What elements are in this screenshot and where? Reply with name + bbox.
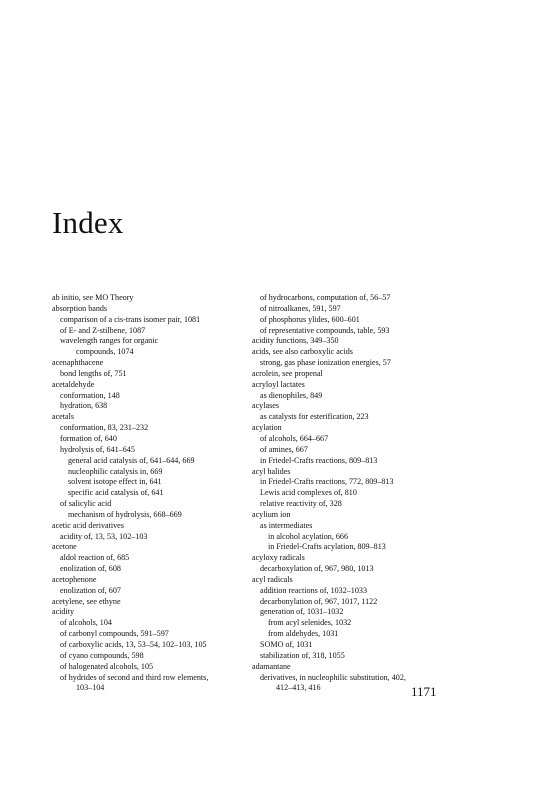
index-entry: of alcohols, 104: [60, 618, 112, 628]
index-entry: acyl radicals: [252, 574, 293, 584]
index-entry: in Friedel-Crafts reactions, 809–813: [260, 455, 378, 465]
index-entry: derivatives, in nucleophilic substitution, 402,: [260, 672, 406, 682]
index-entry: as catalysts for esterification, 223: [260, 412, 369, 422]
index-entry: acylases: [252, 401, 279, 411]
index-entry: of carboxylic acids, 13, 53–54, 102–103, 105: [60, 640, 207, 649]
index-entry: 412–413, 416: [276, 683, 321, 693]
index-entry: relative reactivity of, 328: [260, 499, 342, 509]
index-entry: SOMO of, 1031: [260, 640, 313, 649]
index-entry: of hydrocarbons, computation of, 56–57: [260, 293, 391, 302]
index-entry: solvent isotope effect in, 641: [68, 477, 162, 487]
index-entry: acyl halides: [252, 466, 291, 476]
index-entry: decarboxylation of, 967, 980, 1013: [260, 564, 374, 574]
page-title: Index: [52, 205, 124, 240]
index-entry: mechanism of hydrolysis, 668–669: [68, 509, 182, 519]
page-number: 1171: [411, 684, 437, 699]
index-entry: of amines, 667: [260, 444, 308, 454]
index-entry: absorption bands: [52, 303, 108, 313]
index-entry: of representative compounds, table, 593: [260, 325, 390, 335]
index-entry: of alcohols, 664–667: [260, 433, 329, 443]
index-entry: in alcohol acylation, 666: [268, 531, 349, 541]
index-entry: specific acid catalysis of, 641: [68, 488, 164, 498]
index-entry: conformation, 148: [60, 390, 120, 400]
index-entry: acidity of, 13, 53, 102–103: [60, 531, 148, 541]
index-entry: decarbonylation of, 967, 1017, 1122: [260, 596, 378, 606]
index-entry: acetylene, see ethyne: [52, 596, 121, 606]
index-entry: acetic acid derivatives: [52, 520, 124, 530]
index-entry: in Friedel-Crafts acylation, 809–813: [268, 542, 386, 552]
index-entry: of nitroalkanes, 591, 597: [260, 303, 341, 313]
index-entry: acidity functions, 349–350: [252, 336, 339, 346]
index-entry: acylation: [252, 423, 282, 433]
index-entry: generation of, 1031–1032: [260, 607, 344, 617]
index-entry: acids, see also carboxylic acids: [252, 347, 353, 357]
index-entry: acetone: [52, 542, 77, 552]
index-entry: addition reactions of, 1032–1033: [260, 585, 367, 595]
index-entry: of halogenated alcohols, 105: [60, 661, 154, 671]
index-entry: of phosphorus ylides, 600–601: [260, 314, 360, 324]
index-column-left: [52, 293, 280, 694]
index-column-right: [252, 293, 497, 694]
index-entry: acryloyl lactates: [252, 379, 305, 389]
index-entry: acrolein, see propenal: [252, 368, 323, 378]
index-entry: conformation, 83, 231–232: [60, 423, 149, 433]
index-entry: ab initio, see MO Theory: [52, 293, 134, 302]
index-entry: bond lengths of, 751: [60, 368, 127, 378]
index-entry: of E- and Z-stilbene, 1087: [60, 325, 146, 335]
index-entry: acetals: [52, 412, 75, 422]
index-entry: enolization of, 607: [60, 585, 121, 595]
index-entry: wavelength ranges for organic: [60, 336, 159, 346]
index-entry: in Friedel-Crafts reactions, 772, 809–813: [260, 477, 394, 487]
index-entry: of hydrides of second and third row elements,: [60, 672, 209, 682]
index-entry: Lewis acid complexes of, 810: [260, 488, 357, 498]
index-entry: of salicylic acid: [60, 499, 112, 509]
index-entry: hydrolysis of, 641–645: [60, 444, 135, 454]
index-entry: acetophenone: [52, 574, 97, 584]
index-entry: stabilization of, 318, 1055: [260, 650, 345, 660]
index-entry: general acid catalysis of, 641–644, 669: [68, 455, 195, 465]
index-entry: compounds, 1074: [76, 347, 134, 357]
index-entry: acidity: [52, 607, 75, 617]
index-entry: acyloxy radicals: [252, 553, 305, 563]
index-entry: as dienophiles, 849: [260, 390, 323, 400]
index-entry: of cyano compounds, 598: [60, 650, 144, 660]
index-entry: formation of, 640: [60, 433, 117, 443]
index-entry: 103–104: [76, 683, 105, 693]
index-entry: adamantane: [252, 661, 291, 671]
index-entry: from aldehydes, 1031: [268, 629, 339, 639]
index-entry: acylium ion: [252, 509, 291, 519]
index-entry: aldol reaction of, 685: [60, 553, 130, 563]
index-entry: acenaphthacene: [52, 358, 104, 368]
index-entry: of carbonyl compounds, 591–597: [60, 629, 169, 639]
index-entry: as intermediates: [260, 520, 313, 530]
index-entry: enolization of, 608: [60, 564, 121, 574]
index-entry: comparison of a cis-trans isomer pair, 1081: [60, 314, 201, 324]
index-entry: from acyl selenides, 1032: [268, 618, 352, 628]
index-entry: hydration, 638: [60, 401, 108, 411]
index-entry: strong, gas phase ionization energies, 57: [260, 358, 391, 368]
index-entry: acetaldehyde: [52, 379, 95, 389]
index-entry: nucleophilic catalysis in, 669: [68, 466, 163, 476]
